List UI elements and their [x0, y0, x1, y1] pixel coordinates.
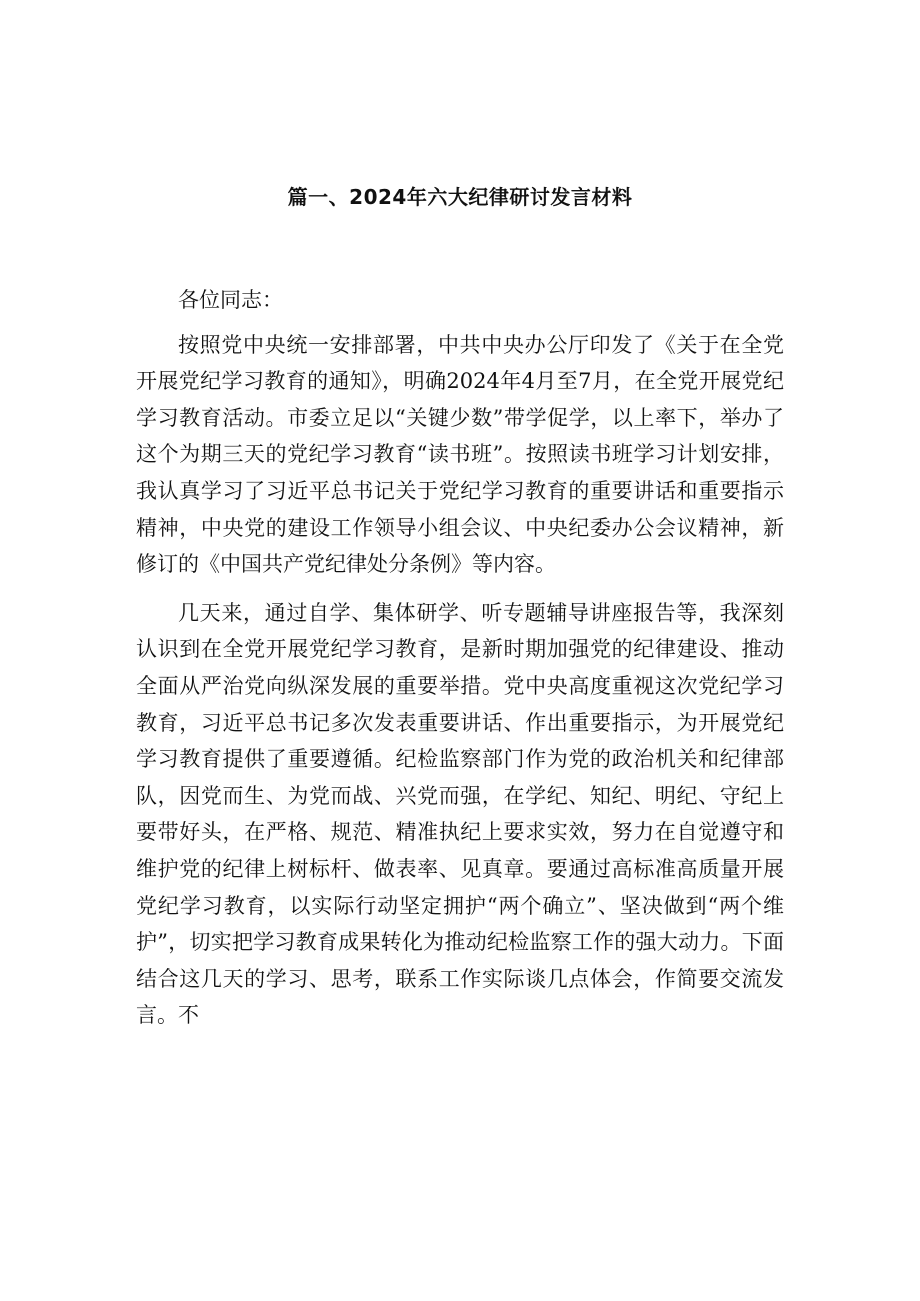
paragraph-2: 几天来，通过自学、集体研学、听专题辅导讲座报告等，我深刻认识到在全党开展党纪学习教育，是新时期加强党的纪律建设、推动全面从严治党向纵深发展的重要举措。党中央高度重视这次党纪学习教育，习近平总书记多次发表重要讲话、作出重要指示，为开展党纪学习教育提供了重要遵循。纪检监察部门作为党的政治机关和纪律部队，因党而生、为党而战、兴党而强，在学纪、知纪、明纪、守纪上要带好头，在严格、规范、精准执纪上要求实效，努力在自觉遵守和维护党的纪律上树标杆、做表率、见真章。要通过高标准高质量开展党纪学习教育，以实际行动坚定拥护“两个确立”、坚决做到“两个维护”，切实把学习教育成果转化为推动纪检监察工作的强大动力。下面结合这几天的学习、思考，联系工作实际谈几点体会，作简要交流发言。不 — [136, 600, 784, 1028]
paragraph-1: 按照党中央统一安排部署，中共中央办公厅印发了《关于在全党开展党纪学习教育的通知》，明确2024年4月至7月，在全党开展党纪学习教育活动。市委立足以“关键少数”带学促学，以上率下，举办了这个为期三天的党纪学习教育“读书班”。按照读书班学习计划安排，我认真学习了习近平总书记关于党纪学习教育的重要讲话和重要指示精神，中央党的建设工作领导小组会议、中央纪委办公会议精神，新修订的《中国共产党纪律处分条例》等内容。 — [136, 332, 784, 577]
document-title: 篇一、2024年六大纪律研讨发言材料 — [287, 185, 633, 209]
document-body — [136, 282, 784, 1034]
salutation: 各位同志： — [178, 288, 283, 312]
